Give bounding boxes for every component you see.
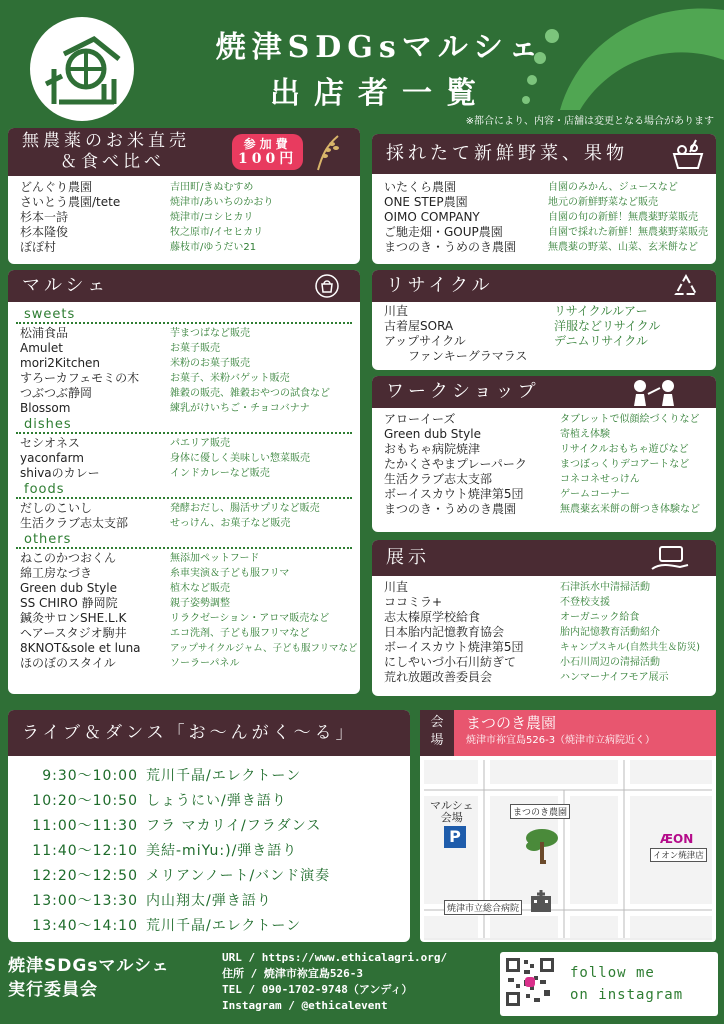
- list-item: 志太榛原学校給食 オーガニック給食: [384, 610, 640, 624]
- organizer-line1: 焼津SDGsマルシェ: [8, 956, 170, 976]
- recycle-title: リサイクル: [386, 275, 494, 296]
- instagram-link[interactable]: Instagram / @ethicalevent: [222, 999, 388, 1012]
- organizer-line2: 実行委員会: [8, 980, 98, 1000]
- list-item: 古着屋SORA: [384, 319, 454, 333]
- vegetables-list: [372, 174, 716, 255]
- exhibit-title: 展示: [386, 547, 430, 568]
- schedule-time: 12:20〜12:50: [32, 868, 138, 884]
- schedule-time: 10:20〜10:50: [32, 793, 138, 809]
- list-item: Green dub Style 植木など販売: [20, 581, 230, 595]
- address-text: 住所 / 焼津市祢宜島526-3: [222, 967, 363, 980]
- schedule-row: [22, 814, 410, 839]
- list-item: さいとう農園/tete 焼津市/あいちのかおり: [20, 195, 274, 209]
- venue-map: [424, 760, 712, 940]
- page-title: 焼津SDGsマルシェ: [215, 30, 545, 65]
- schedule-act: しょうにい/弾き語り: [146, 793, 287, 809]
- list-item: まつのき・うめのき農園 無農薬玄米餅の餅つき体験など: [384, 502, 700, 516]
- schedule-act: 荒川千晶/エレクトーン: [146, 768, 302, 784]
- list-item: リサイクルルアー: [554, 304, 648, 318]
- workshop-header: [372, 376, 716, 408]
- list-item: 洋服などリサイクル: [554, 319, 661, 333]
- vegetables-section: [372, 134, 716, 264]
- list-item: Green dub Style 寄植え体験: [384, 427, 610, 441]
- recycle-left-column: [384, 304, 554, 364]
- workshop-list: [372, 408, 716, 517]
- schedule-time: 9:30〜10:00: [42, 768, 138, 784]
- recycle-section: [372, 270, 716, 370]
- schedule-row: [22, 914, 410, 939]
- tel-text: TEL / 090-1702-9748（アンディ）: [222, 983, 413, 996]
- schedule-row: [22, 764, 410, 789]
- venue-name: まつのき農園: [466, 714, 557, 732]
- venue-address: 焼津市祢宜島526-3（焼津市立病院近く）: [466, 735, 656, 746]
- vegetables-header: [372, 134, 716, 174]
- recycle-header: [372, 270, 716, 302]
- list-item: ココミラ+ 不登校支援: [384, 595, 610, 609]
- list-item: 生活クラブ志太支部 コネコネせっけん: [384, 472, 640, 486]
- list-item: まつのき・うめのき農園 無農薬の野菜、山菜、玄米餅など: [384, 240, 698, 254]
- list-item: 鍼灸サロンSHE.L.K リラクゼーション・アロマ販売など: [20, 611, 330, 625]
- venue-label: 会 場: [420, 710, 454, 756]
- workshop-title: ワークショップ: [386, 381, 540, 402]
- list-item: 生活クラブ志太支部 せっけん、お菓子など販売: [20, 516, 291, 530]
- workshop-section: [372, 376, 716, 532]
- exhibit-header: [372, 540, 716, 576]
- recycle-icon: [672, 273, 700, 310]
- fee-label: 参加費: [243, 137, 292, 151]
- recycle-list: [372, 302, 716, 364]
- rice-plant-icon: [308, 132, 348, 178]
- list-item: ボーイスカウト焼津第5団 キャンプスキル(自然共生＆防災): [384, 640, 700, 654]
- venue-info: [454, 710, 716, 756]
- list-item: 8KNOT&sole et luna アップサイクルジャム、子ども服フリマなど: [20, 641, 358, 655]
- list-item: ヘアースタジオ駒井 エコ洗剤、子ども服フリマなど: [20, 626, 310, 640]
- rice-section: [8, 128, 360, 264]
- follow-text[interactable]: follow me on instagram: [570, 965, 684, 1003]
- schedule-act: フラ マカリイ/フラダンス: [146, 818, 322, 834]
- category-label: foods: [16, 482, 352, 499]
- category-label: sweets: [16, 307, 352, 324]
- schedule-act: メリアンノート/バンド演奏: [146, 868, 331, 884]
- list-item: ご馳走畑・GOUP農園 自園で採れた新鮮！無農薬野菜販売: [384, 225, 708, 239]
- sdgs-logo: [24, 14, 144, 124]
- list-item: ONE STEP農園 地元の新鮮野菜など販売: [384, 195, 658, 209]
- venue-header: [420, 710, 716, 756]
- map-hospital-label: 焼津市立総合病院: [444, 900, 522, 915]
- schedule-row: [22, 889, 410, 914]
- list-item: にしやいづ小石川紡ぎて 小石川周辺の清掃活動: [384, 655, 660, 669]
- list-item: たかくさやまプレーパーク まつぼっくりデコアートなど: [384, 457, 690, 471]
- list-item: ファンキーグラマラス: [408, 349, 528, 363]
- list-item: アローイーズ タブレットで似顔絵づくりなど: [384, 412, 700, 426]
- rice-list: [8, 176, 360, 255]
- notice-text: ※都合により、内容・店舗は変更となる場合があります: [465, 116, 714, 127]
- list-item: ボーイスカウト焼津第5団 ゲームコーナー: [384, 487, 630, 501]
- list-item: 綿工房なづき 糸車実演＆子ども服フリマ: [20, 566, 290, 580]
- list-item: いたくら農園 自園のみかん、ジュースなど: [384, 180, 678, 194]
- list-item: OIMO COMPANY 自園の旬の新鮮！無農薬野菜販売: [384, 210, 698, 224]
- aeon-logo: ÆON: [660, 832, 694, 846]
- list-item: すろーカフェモミの木 お菓子、米粉バゲット販売: [20, 371, 290, 385]
- instagram-box: [500, 952, 718, 1016]
- url-link[interactable]: URL / https://www.ethicalagri.org/: [222, 951, 448, 964]
- marche-title: マルシェ: [22, 275, 110, 296]
- schedule-row: [22, 839, 410, 864]
- exhibit-section: [372, 540, 716, 696]
- vegetable-basket-icon: [670, 138, 706, 185]
- rice-title-line2: ＆食べ比べ: [60, 152, 165, 172]
- exhibit-list: [372, 576, 716, 685]
- fee-amount: 100円: [238, 151, 298, 167]
- map-aeon-label: イオン焼津店: [650, 848, 707, 862]
- hand-display-icon: [650, 543, 690, 586]
- list-item: おもちゃ病院焼津 リサイクルおもちゃ遊びなど: [384, 442, 689, 456]
- category-label: others: [16, 532, 352, 549]
- list-item: 荒れ放題改善委員会 ハンマーナイフモア展示: [384, 670, 669, 684]
- list-item: Blossom 練乳がけいちご・チョコバナナ: [20, 401, 310, 415]
- schedule-act: 荒川千晶/エレクトーン: [146, 918, 302, 934]
- schedule-row: [22, 864, 410, 889]
- tree-icon: [522, 824, 562, 868]
- marche-section: [8, 270, 360, 694]
- list-item: mori2Kitchen 米粉のお菓子販売: [20, 356, 250, 370]
- schedule-time: 11:00〜11:30: [32, 818, 138, 834]
- fee-badge: [232, 134, 303, 170]
- list-item: アップサイクル: [384, 334, 466, 348]
- parking-icon: P: [444, 826, 466, 848]
- recycle-right-column: [554, 304, 660, 364]
- list-item: どんぐり農園 吉田町/きぬむすめ: [20, 180, 254, 194]
- vegetables-title: 採れたて新鮮野菜、果物: [386, 143, 628, 164]
- marche-header: [8, 270, 360, 302]
- qr-code-icon[interactable]: [504, 956, 556, 1012]
- marche-list: [8, 302, 360, 671]
- list-item: ぽぽ村 藤枝市/ゆうだい21: [20, 240, 257, 254]
- live-header: ライブ＆ダンス「お〜んがく〜る」: [8, 710, 410, 756]
- list-item: ねこのかつおくん 無添加ペットフード: [20, 551, 260, 565]
- hospital-icon: [530, 890, 552, 916]
- live-section: [8, 710, 410, 942]
- list-item: 日本胎内記憶教育協会 胎内記憶教育活動紹介: [384, 625, 660, 639]
- rice-header: [8, 128, 360, 176]
- live-schedule: [8, 756, 410, 939]
- map-farm-label: まつのき農園: [510, 804, 570, 819]
- list-item: 松浦食品 芋まつばなど販売: [20, 326, 250, 340]
- schedule-time: 13:40〜14:10: [32, 918, 138, 934]
- venue-section: [420, 710, 716, 942]
- page-subtitle: 出店者一覧: [270, 76, 490, 111]
- list-item: Amulet お菓子販売: [20, 341, 220, 355]
- rice-title-line1: 無農薬のお米直売: [22, 131, 190, 151]
- list-item: デニムリサイクル: [554, 334, 648, 348]
- organizer: [8, 954, 170, 1002]
- list-item: 川直 石津浜水中清掃活動: [384, 580, 650, 594]
- contact-info: [222, 950, 447, 1014]
- list-item: shivaのカレー インドカレーなど販売: [20, 466, 270, 480]
- map-marche-label: マルシェ 会場: [430, 799, 474, 824]
- list-item: つぶつぶ静岡 雑穀の販売、雑穀おやつの試食など: [20, 386, 330, 400]
- list-item: SS CHIRO 静岡院 親子姿勢調整: [20, 596, 230, 610]
- list-item: 川直: [384, 304, 409, 318]
- list-item: 杉本隆俊 牧之原市/イセヒカリ: [20, 225, 264, 239]
- schedule-time: 11:40〜12:10: [32, 843, 138, 859]
- bag-icon: [314, 273, 340, 310]
- schedule-act: 内山翔太/弾き語り: [146, 893, 272, 909]
- schedule-act: 美結-miYu:)/弾き語り: [146, 843, 298, 859]
- list-item: セシオネス パエリア販売: [20, 436, 230, 450]
- schedule-row: [22, 789, 410, 814]
- list-item: ほのぼのスタイル ソーラーパネル: [20, 656, 240, 670]
- category-label: dishes: [16, 417, 352, 434]
- schedule-time: 13:00〜13:30: [32, 893, 138, 909]
- list-item: yaconfarm 身体に優しく美味しい惣菜販売: [20, 451, 310, 465]
- list-item: だしのこいし 発酵おだし、腸活サプリなど販売: [20, 501, 320, 515]
- children-icon: [628, 378, 692, 417]
- list-item: 杉本一詩 焼津市/コシヒカリ: [20, 210, 254, 224]
